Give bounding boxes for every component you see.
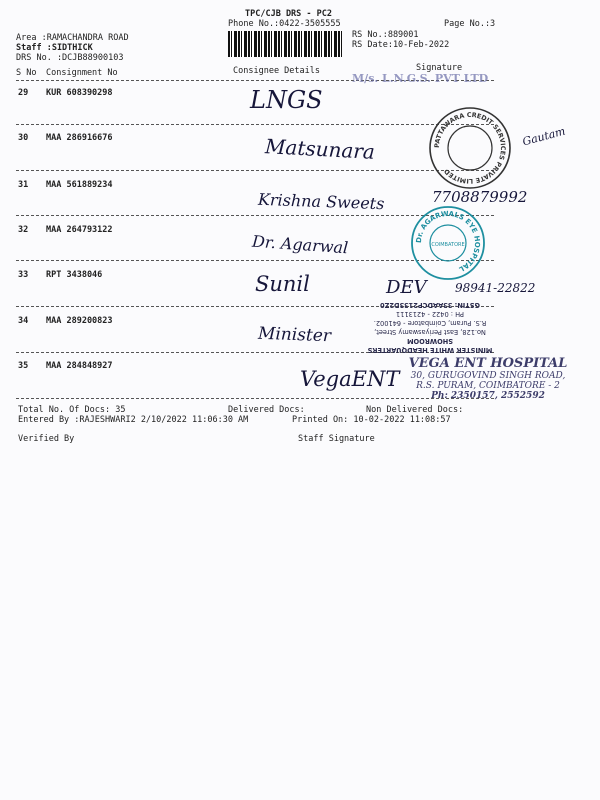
handwritten-signature: Krishna Sweets	[257, 189, 385, 214]
area: Area :RAMACHANDRA ROAD	[16, 33, 129, 43]
drs-number: DRS No. :DCJB88900103	[16, 53, 124, 63]
stamp-line: MINISTER WHITE HEADQUARTERS SHOWROOM	[367, 337, 493, 354]
delivered-docs: Delivered Docs:	[228, 405, 305, 415]
barcode	[228, 31, 342, 57]
col-signature: Signature	[416, 63, 463, 73]
row-sno: 30	[18, 133, 29, 143]
stamp-line: No.128, East Periyaswamy Street,	[374, 328, 486, 336]
vega-hospital-stamp	[388, 356, 588, 401]
stamp-line: R.S. PURAM, COIMBATORE - 2	[416, 381, 560, 391]
rs-number: RS No.:889001	[352, 30, 419, 40]
total-docs: Total No. Of Docs: 35	[18, 405, 126, 415]
divider	[16, 124, 494, 125]
handwritten-signature: VegaENT	[300, 367, 400, 391]
divider	[16, 170, 494, 171]
inverted-showroom-stamp	[355, 292, 505, 354]
round-company-seal	[428, 106, 512, 190]
non-delivered-docs: Non Delivered Docs:	[366, 405, 464, 415]
seal-city: COIMBATORE	[431, 242, 465, 248]
staff: Staff :SIDTHICK	[16, 43, 93, 53]
phone-number: Phone No.:0422-3505555	[228, 19, 341, 29]
row-consignment: MAA 264793122	[46, 225, 113, 235]
hospital-seal	[410, 205, 486, 281]
row-consignment: MAA 289200823	[46, 316, 113, 326]
row-sno: 35	[18, 361, 29, 371]
handwritten-signature: DEV	[386, 277, 427, 298]
handwritten-note: Gautam	[521, 124, 567, 149]
handwritten-signature: LNGS	[250, 86, 323, 114]
document-title: TPC/CJB DRS - PC2	[245, 9, 332, 19]
row-consignment: KUR 608390298	[46, 88, 113, 98]
row-consignment: MAA 561889234	[46, 180, 113, 190]
rs-date: RS Date:10-Feb-2022	[352, 40, 450, 50]
seal-text: PATTAWARA CREDIT SERVICES PRIVATE LIMITED	[432, 110, 508, 186]
staff-signature: Staff Signature	[298, 434, 375, 444]
handwritten-signature: Dr. Agarwal	[251, 231, 349, 258]
stamp-line: GSTIN: 33AADCP2133D2Z0	[380, 301, 480, 309]
handwritten-signature: Sunil	[255, 272, 310, 296]
row-sno: 33	[18, 270, 29, 280]
stamp-line: PH : 0422 - 4213111	[395, 310, 465, 318]
row-consignment: RPT 3438046	[46, 270, 103, 280]
svg-text:PATTAWARA CREDIT SERVICES PRIV	[433, 111, 507, 185]
stamp-title: VEGA ENT HOSPITAL	[408, 356, 568, 371]
handwritten-signature: Minister	[257, 323, 332, 347]
col-consignee: Consignee Details	[233, 66, 320, 76]
stamp-line: R.S. Puram, Coimbatore - 641002.	[373, 319, 487, 327]
handwritten-phone: 98941-22822	[455, 281, 536, 295]
row-sno: 29	[18, 88, 29, 98]
row-sno: 34	[18, 316, 29, 326]
col-consignment: Consignment No	[46, 68, 118, 78]
handwritten-phone: 7708879992	[432, 188, 528, 206]
stamp-line: Ph: 2350157, 2552592	[431, 391, 545, 401]
verified-by: Verified By	[18, 434, 75, 444]
row-sno: 31	[18, 180, 29, 190]
printed-on: Printed On: 10-02-2022 11:08:57	[292, 415, 451, 425]
handwritten-signature: Matsunara	[264, 134, 376, 164]
entered-by: Entered By :RAJESHWARI2 2/10/2022 11:06:30 AM	[18, 415, 249, 425]
stamp-line: 30, GURUGOVIND SINGH ROAD,	[410, 371, 566, 381]
seal-text: Dr. AGARWALS EYE HOSPITAL	[414, 209, 482, 274]
row-consignment: MAA 284848927	[46, 361, 113, 371]
col-sno: S No	[16, 68, 37, 78]
row-consignment: MAA 286916676	[46, 133, 113, 143]
row-sno: 32	[18, 225, 29, 235]
page-number: Page No.:3	[444, 19, 496, 29]
company-stamp: M/s. L.N.G.S. PVT LTD	[352, 72, 489, 85]
